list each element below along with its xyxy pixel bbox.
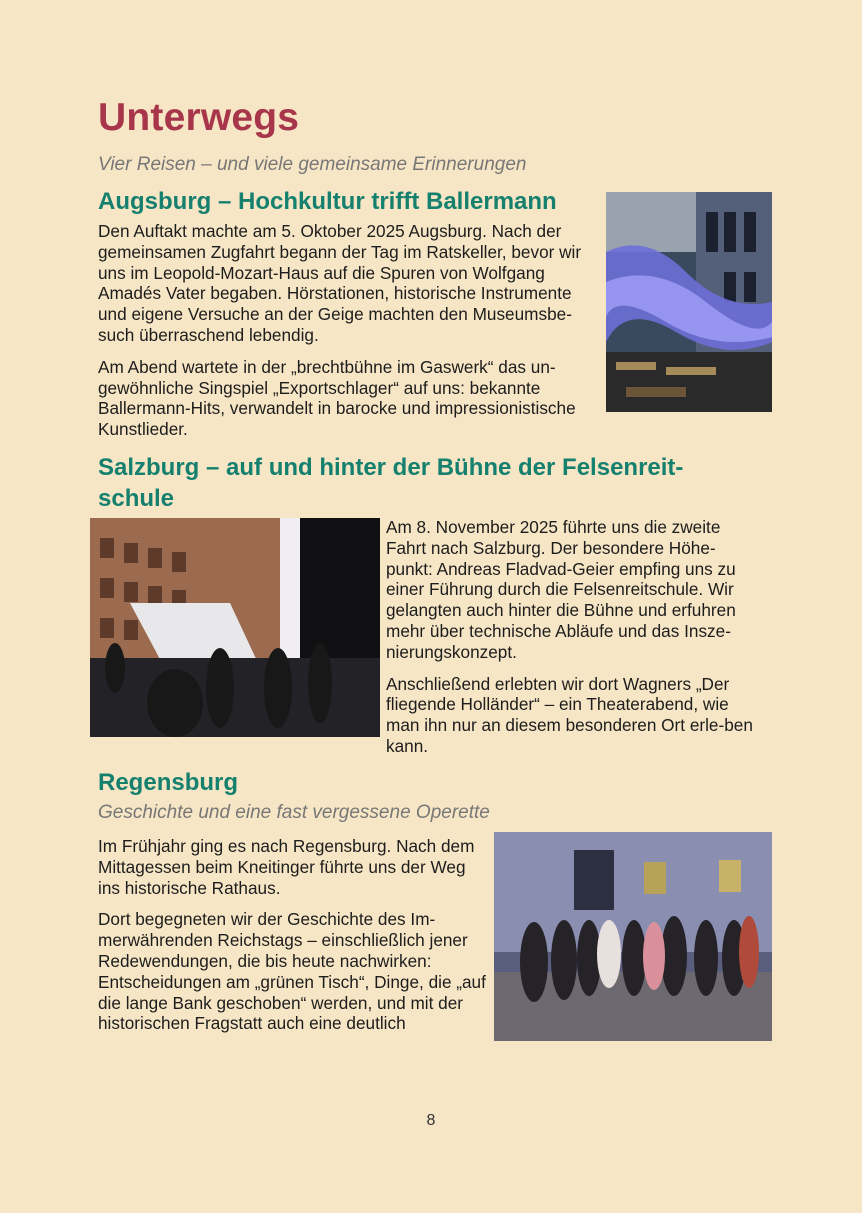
section-subheading-regensburg: Geschichte und eine fast vergessene Operette xyxy=(98,802,490,823)
augsburg-museum-photo xyxy=(606,192,772,412)
page-title: Unterwegs xyxy=(98,96,300,139)
section-heading-salzburg: Salzburg – auf und hinter der Bühne der Felsenreit-schule xyxy=(98,454,684,512)
section-text-regensburg xyxy=(98,836,488,1045)
page-subtitle: Vier Reisen – und viele gemeinsame Erinnerungen xyxy=(98,154,527,175)
page-number: 8 xyxy=(426,1112,436,1129)
paragraph: Dort begegneten wir der Geschichte des Im-merwährenden Reichstags – einschließlich jener Redewendungen, die bis heute nachwirken: Entscheidungen am „grünen Tisch“, Dinge, die „auf die lange Bank geschoben“ werden, und mit der historischen Fragstatt auch eine deutlich xyxy=(98,909,486,1034)
paragraph: Den Auftakt machte am 5. Oktober 2025 Augsburg. Nach der gemeinsamen Zugfahrt begann der Tag im Ratskeller, bevor wir uns im Leopold-Mozart-Haus auf die Spuren von Wolfgang Amadés Vater begaben. Hörstationen, historische Instrumente und eigene Versuche an der Geige machten den Museumsbe-such überraschend lebendig. xyxy=(98,221,582,345)
section-heading-regensburg: Regensburg xyxy=(98,769,239,796)
section-text-augsburg xyxy=(98,221,598,451)
regensburg-group-photo xyxy=(494,832,772,1041)
section-heading-augsburg: Augsburg – Hochkultur trifft Ballermann xyxy=(98,188,557,215)
paragraph: Anschließend erlebten wir dort Wagners „Der fliegende Holländer“ – ein Theaterabend, wie man ihn nur an diesem besonderen Ort erle-ben kann. xyxy=(386,673,753,756)
paragraph: Am 8. November 2025 führte uns die zweite Fahrt nach Salzburg. Der besondere Höhe-punkt: Andreas Fladvad-Geier empfing uns zu einer Führung durch die Felsenreitschule. Wir gelangten auch hinter die Bühne und erfuhren mehr über technische Abläufe und das Insze-nierungskonzept. xyxy=(386,517,736,662)
paragraph: Am Abend wartete in der „brechtbühne im Gaswerk“ das un-gewöhnliche Singspiel „Exportschlager“ auf uns: bekannte Ballermann-Hits, verwandelt in barocke und impressionistische Kunstlieder. xyxy=(98,356,576,440)
section-text-salzburg xyxy=(386,517,758,768)
salzburg-stage-photo xyxy=(90,518,380,737)
paragraph: Im Frühjahr ging es nach Regensburg. Nach dem Mittagessen beim Kneitinger führte uns der Weg ins historische Rathaus. xyxy=(98,836,475,898)
